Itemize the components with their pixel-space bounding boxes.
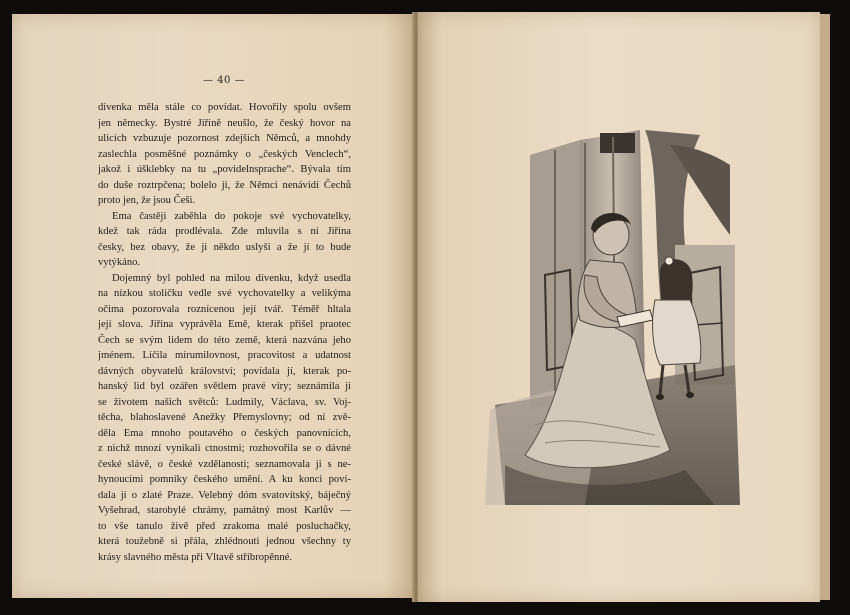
text-line: Čech se svým lidem do této země, která nazvána jeho <box>98 334 351 346</box>
text-line: těcha, blahoslavené Anežky Přemyslovny; od ní zvě- <box>98 412 351 423</box>
text-line: Dojemný byl pohled na milou dívenku, když usedla <box>112 272 351 284</box>
text-line: proto jen, že jsou Češi. <box>98 195 196 206</box>
text-line: do duše roztrpčena; bolelo ji, že Němci nenávidí Čechů <box>98 179 351 191</box>
text-line: její slova. Jiřina vyprávěla Emě, kterak přišel praotec <box>98 319 351 330</box>
text-line: vytýkáno. <box>98 257 141 268</box>
text-line: kdež tak ráda prodlévala. Zde mluvila s ní Jiřina <box>98 226 351 237</box>
text-line: hanský lid byl ozářen světlem pravé víry; seznámila ji <box>98 381 351 392</box>
text-line: česky, bez obavy, že ji někdo uslyší a že jí to bude <box>98 241 351 253</box>
text-line: jménem. Líčila mírumilovnost, pracovitost a udatnost <box>98 350 351 361</box>
page-number: — 40 — <box>202 75 246 86</box>
body-text <box>98 100 351 565</box>
text-line: krásy slavného města při Vltavě stříbropěnné. <box>98 551 292 563</box>
text-line: zaslechla posměšné poznámky o „českých Venclech“, <box>98 148 351 160</box>
text-line: to vše tanulo živě před zrakoma malé posluchačky, <box>98 520 351 532</box>
window-dark <box>600 133 635 153</box>
text-line: české slávě, o české vzdělanosti; seznamovala ji s ne- <box>98 458 351 470</box>
text-line: jen německy. Bystré Jiřině neušlo, že český hovor na <box>98 117 351 129</box>
text-line: jakož i úšklebky na tu „povidelnsprache“. Bývala tím <box>98 164 351 175</box>
text-line: dívenka měla stále co povídat. Hovořily spolu ovšem <box>98 102 351 113</box>
text-line: děla Ema mnoho poutavého o českých panovnících, <box>98 427 351 439</box>
illustration-governess-reading-to-girl <box>485 125 745 505</box>
text-line: na nízkou stoličku vedle své vychovatelky a velikýma <box>98 288 351 299</box>
text-line: Ema častěji zaběhla do pokoje své vychovatelky, <box>112 210 351 222</box>
girl-dress <box>653 300 701 365</box>
text-line: z nichž mnozí vynikali ctnostmi; rozhovořila se o dávné <box>98 443 351 454</box>
text-line: která toužebně si přála, zhlédnouti jednou všechny ty <box>98 536 351 547</box>
text-line: hynoucími pomníky českého umění. A ku konci poví- <box>98 474 351 485</box>
text-line: dávných obyvatelů království; povídala jí, kterak po- <box>98 365 351 377</box>
illustration-drawing <box>485 125 745 505</box>
text-line: ulicích vzbuzuje pozornost zdejších Němců, a mnohdy <box>98 133 351 144</box>
text-line: Vyšehrad, starobylé chrámy, památný most Karlův — <box>98 505 351 516</box>
page-edges <box>820 14 830 600</box>
text-line: očima pozorovala roznícenou její tvář. Téměř hltala <box>98 303 351 315</box>
text-line: se životem našich světců: Ludmily, Václava, sv. Voj- <box>98 396 351 408</box>
text-line: dala jí o zlaté Praze. Velebný dóm svatovítský, báječný <box>98 489 351 501</box>
